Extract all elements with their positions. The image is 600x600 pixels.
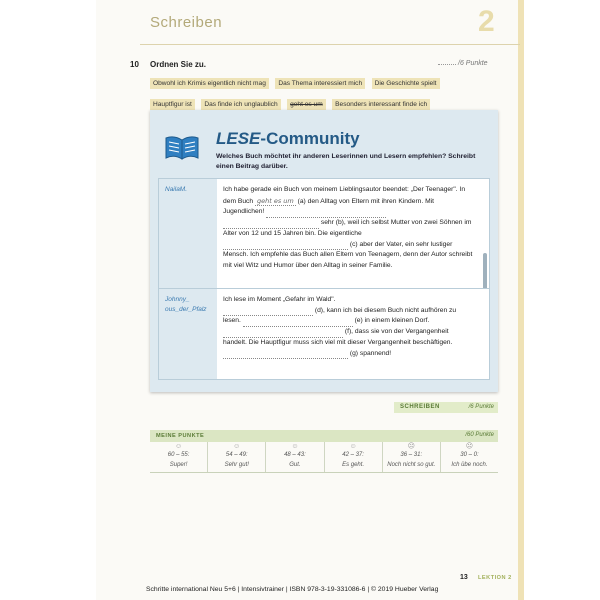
phrase-chip[interactable]: Besonders interessant finde ich (332, 99, 430, 110)
publisher-footer: Schritte international Neu 5+6 | Intensivtrainer | ISBN 978-3-19-331086-6 | © 2019 Hueber Verlag (146, 586, 439, 593)
sad-face-icon: ☹ (465, 443, 474, 450)
phrase-chip[interactable]: Obwohl ich Krimis eigentlich nicht mag (150, 78, 269, 89)
scale-column: ☹ 36 – 31: Noch nicht so gut. (383, 442, 441, 472)
answer-gap-g[interactable] (223, 350, 348, 359)
community-title: LESE-Community (216, 129, 360, 148)
answer-gap-d[interactable] (223, 307, 313, 316)
exercise-title: Ordnen Sie zu. (150, 60, 207, 69)
answer-gap-f[interactable] (223, 329, 343, 338)
sad-face-icon: ☹ (407, 443, 415, 450)
word-chips (150, 72, 490, 114)
phrase-chip-used[interactable]: geht es um (287, 99, 326, 110)
answer-gap-e[interactable] (243, 318, 353, 327)
lesson-label: LEKTION 2 (478, 575, 512, 581)
post-text: Ich habe gerade ein Buch von meinem Lieblingsautor beendet: „Der Teenager". In dem Buch geht es um (a) den Alltag von Eltern mit ihren Kindern. Mit Jugendlichen! sehr (b), weil ich selbst Mutter von zwei Söhnen im Alter von 12 und 15 Jahren bin. Die eigentliche (c) aber der Vater, ein sehr lustiger Mensch. Ich empfehle das Buch allen Eltern von Teenagern, denn der Autor schreibt mit viel Witz und Humor über den Alltag in seiner Familie. (223, 186, 473, 270)
filled-answer-a[interactable]: geht es um (256, 196, 294, 205)
section-title: Schreiben (150, 14, 223, 31)
header-divider (140, 44, 520, 45)
phrase-chip[interactable]: Die Geschichte spielt (372, 78, 440, 89)
scale-column: ☺ 48 – 43: Gut. (266, 442, 324, 472)
post-text: Ich lese im Moment „Gefahr im Wald". (d), kann ich bei diesem Buch nicht aufhören zu lesen. (e) in einem kleinen Dorf. (f), dass sie von der Vergangenheit handelt. Die Hauptfigur muss sich viel mit dieser Vergangenheit beschäftigen. (g) spannend! (223, 295, 473, 359)
community-question: Welches Buch möchtet ihr anderen Leserinnen und Lesern empfehlen? Schreibt einen Beitrag darüber. (216, 153, 476, 170)
answer-gap-b2[interactable] (223, 220, 319, 229)
scale-divider (150, 472, 498, 473)
lese-community-panel (150, 110, 498, 392)
post-johnny (158, 288, 490, 380)
post-author: Johnny_ ous_der_Pfalz (159, 289, 217, 379)
post-author: NailaM. (159, 179, 217, 289)
scale-column: ☺ 54 – 49: Sehr gut! (208, 442, 266, 472)
phrase-chip[interactable]: Das finde ich unglaublich (201, 99, 280, 110)
scale-column: ☹ 30 – 0: Ich übe noch. (441, 442, 498, 472)
page-number: 13 (460, 574, 468, 581)
score-scale (150, 442, 498, 472)
scale-column: ☺ 60 – 55: Super! (150, 442, 208, 472)
exercise-points: /6 Punkte (438, 60, 488, 67)
meine-punkte-header: MEINE PUNKTE /60 Punkte (150, 430, 498, 442)
smiley-icon: ☺ (175, 443, 183, 450)
section-number: 2 (478, 5, 495, 38)
scale-column: ☺ 42 – 37: Es geht. (325, 442, 383, 472)
answer-gap-c[interactable] (223, 241, 348, 250)
smiley-icon: ☺ (233, 443, 241, 450)
phrase-chip[interactable]: Das Thema interessiert mich (275, 78, 365, 89)
schreiben-score: SCHREIBEN /6 Punkte (394, 402, 498, 413)
post-naila (158, 178, 490, 290)
smiley-icon: ☺ (291, 443, 299, 450)
open-book-icon (164, 134, 200, 162)
phrase-chip[interactable]: Hauptfigur ist (150, 99, 195, 110)
answer-gap-b[interactable] (266, 209, 386, 218)
neutral-face-icon: ☺ (349, 443, 357, 450)
exercise-number: 10 (130, 60, 139, 69)
page-edge (518, 0, 524, 600)
